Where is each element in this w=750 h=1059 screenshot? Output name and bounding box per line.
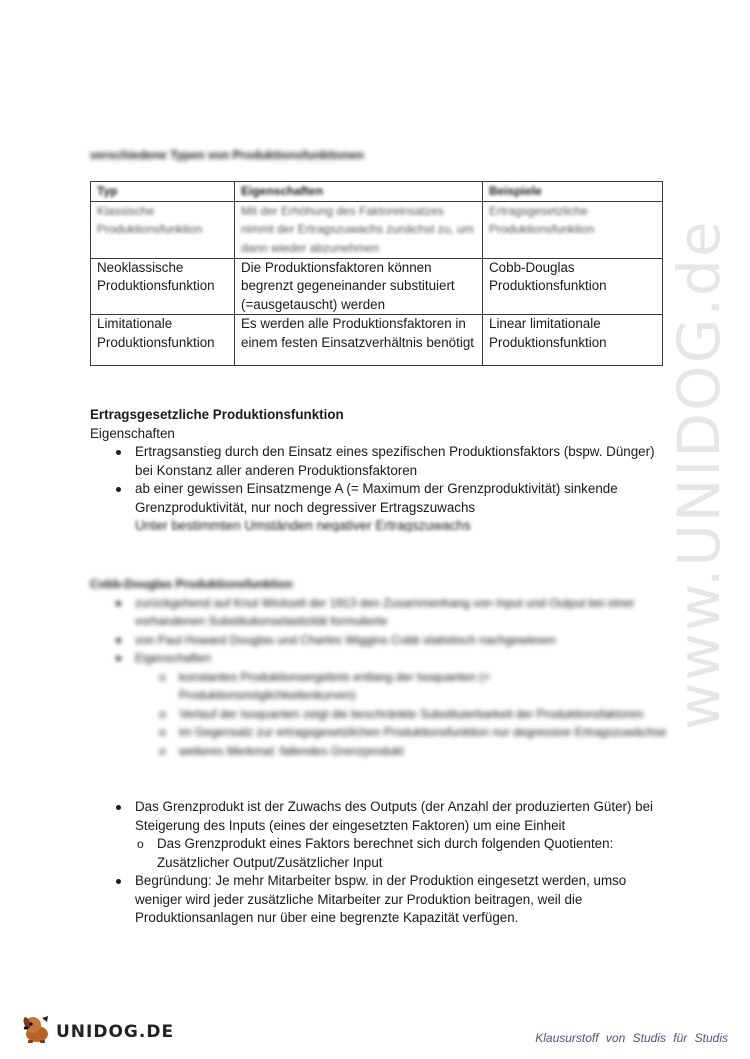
list-item-label: Eigenschaften [135, 651, 212, 665]
table-cell: Cobb-Douglas Produktionsfunktion [483, 258, 663, 315]
document-title: verschiedene Typen von Produktionsfunktionen [90, 148, 364, 162]
table-cell: Klassische Produktionsfunktion [91, 201, 235, 258]
table-header-cell: Typ [91, 182, 235, 202]
table-row [91, 201, 663, 258]
table-cell: Es werden alle Produktionsfaktoren in einem festen Einsatzverhältnis benötigt [235, 315, 483, 366]
sub-list-item: o Das Grenzprodukt eines Faktors berechnet sich durch folgenden Quotienten: Zusätzlicher Output/Zusätzlicher Input [157, 835, 670, 872]
table-row [91, 258, 663, 315]
grenzprodukt-section [90, 798, 670, 928]
list-item-text: Das Grenzprodukt ist der Zuwachs des Outputs (der Anzahl der produzierten Güter) bei Steigerung des Inputs (eines der eingesetzten Faktoren) um eine Einheit [135, 799, 654, 833]
sub-list-item: o konstantes Produktionsergebnis entlang der Isoquanten (= Produktionsmöglichkeitenkurven) [179, 668, 670, 705]
table-cell: Ertragsgesetzliche Produktionsfunktion [483, 201, 663, 258]
production-types-table [90, 181, 663, 366]
logo-text: UNIDOG.DE [56, 1021, 175, 1042]
table-row [91, 315, 663, 366]
table-cell: Neoklassische Produktionsfunktion [91, 258, 235, 315]
table-header [91, 182, 663, 202]
table-cell: Limitationale Produktionsfunktion [91, 315, 235, 366]
list-item: Unter bestimmten Umständen negativer Ertragszuwachs [135, 517, 670, 532]
table-cell: Linear limitationale Produktionsfunktion [483, 315, 663, 366]
footer-tagline: Klausurstoff von Studis für Studis [535, 1031, 728, 1045]
dog-icon [20, 1014, 54, 1050]
unidog-logo[interactable] [20, 1014, 174, 1050]
list-item [135, 649, 670, 760]
sub-list [135, 835, 670, 872]
cobb-douglas-section [90, 575, 670, 760]
list-item: ab einer gewissen Einsatzmenge A (= Maximum der Grenzproduktivität) sinkende Grenzproduktivität, nur noch degressiver Ertragszuwachs [135, 480, 670, 517]
table-header-cell: Beispiele [483, 182, 663, 202]
bullet-list [90, 443, 670, 532]
table-cell: Mit der Erhöhung des Faktoreinsatzes nimmt der Ertragszuwachs zunächst zu, um dann wieder abzunehmen [235, 201, 483, 258]
sub-list-item: o im Gegensatz zur ertragsgesetzlichen Produktionsfunktion nur degressive Ertragszuwächse [179, 723, 670, 742]
list-item: von Paul Howard Douglas und Charles Wiggins Cobb statistisch nachgewiesen [135, 631, 670, 650]
list-item: zurückgehend auf Knut Wicksell der 1913 den Zusammenhang von Input und Output bei einer vorhandenen Substitutionselastizität formulierte [135, 594, 670, 631]
ertrag-section [90, 406, 670, 532]
section-heading: Cobb-Douglas Produktionsfunktion [90, 577, 293, 591]
bullet-list [90, 594, 670, 761]
sub-list [135, 668, 670, 761]
bullet-list [90, 798, 670, 928]
section-subheading: Eigenschaften [90, 425, 175, 441]
watermark: www.UNIDOG.de [665, 219, 733, 730]
list-item: Begründung: Je mehr Mitarbeiter bspw. in der Produktion eingesetzt werden, umso weniger wird jeder zusätzliche Mitarbeiter zur Produktion beitragen, weil die Produktionsanlagen nur über eine begrenzte Kapazität verfügen. [135, 872, 670, 928]
section-heading: Ertragsgesetzliche Produktionsfunktion [90, 407, 344, 422]
table-header-cell: Eigenschaften [235, 182, 483, 202]
list-item [135, 798, 670, 872]
sub-list-item: o Verlauf der Isoquanten zeigt die beschränkte Substituierbarkeit der Produktionsfaktoren [179, 705, 670, 724]
table-cell: Die Produktionsfaktoren können begrenzt gegeneinander substituiert (=ausgetauscht) werden [235, 258, 483, 315]
list-item: Ertragsanstieg durch den Einsatz eines spezifischen Produktionsfaktors (bspw. Dünger) bei Konstanz aller anderen Produktionsfaktoren [135, 443, 670, 480]
sub-list-item: o weiteres Merkmal: fallendes Grenzprodukt [179, 742, 670, 761]
